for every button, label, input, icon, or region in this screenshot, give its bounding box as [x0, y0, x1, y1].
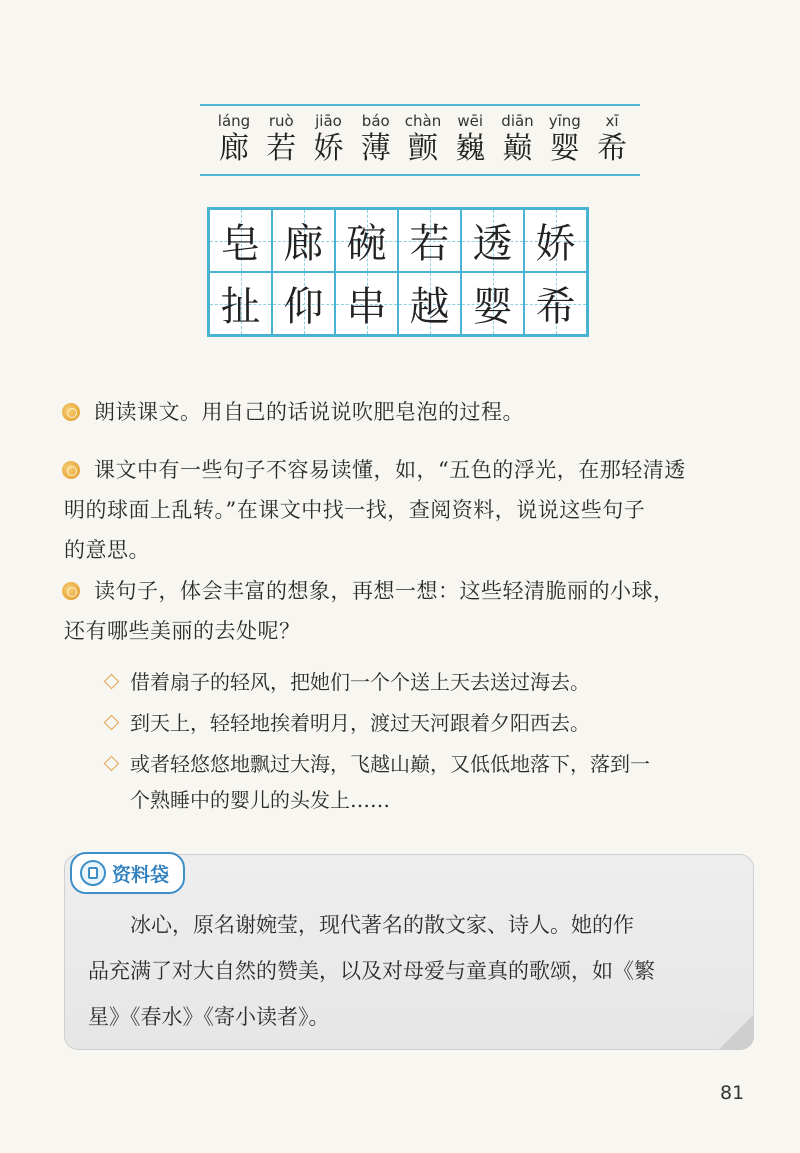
hanzi: 颤 — [408, 131, 438, 166]
pinyin-word — [307, 112, 351, 168]
question-bullet-icon — [62, 403, 80, 421]
hanzi: 婴 — [549, 131, 580, 166]
grid-character: 碗 — [346, 221, 387, 267]
pinyin: chàn — [404, 112, 442, 130]
grid-character: 希 — [535, 284, 576, 330]
band-top-rule — [200, 104, 640, 106]
grid-character: 廊 — [283, 221, 324, 267]
example-line: 个熟睡中的婴儿的头发上…… — [130, 788, 390, 812]
example-sentence-1 — [130, 664, 590, 700]
pinyin-word — [496, 112, 540, 168]
grid-cell — [524, 272, 587, 335]
question-line: 朗读课文。用自己的话说说吹肥皂泡的过程。 — [94, 400, 524, 424]
pinyin: jiāo — [315, 112, 342, 130]
grid-character: 皂 — [220, 221, 261, 267]
hanzi: 若 — [266, 131, 297, 166]
pinyin: diān — [501, 112, 534, 130]
grid-character: 串 — [346, 284, 387, 330]
info-box — [64, 854, 754, 1050]
question-line: 明的球面上乱转。”在课文中找一找，查阅资料，说说这些句子 — [64, 498, 646, 522]
diamond-bullet-icon — [104, 756, 120, 772]
grid-character: 若 — [409, 221, 450, 267]
question-1 — [94, 392, 524, 432]
grid-character: 娇 — [535, 221, 576, 267]
grid-character: 透 — [472, 221, 513, 267]
question-line: 课文中有一些句子不容易读懂，如，“五色的浮光，在那轻清透 — [94, 458, 686, 482]
grid-cell — [209, 209, 272, 272]
pinyin: yīng — [548, 112, 581, 130]
pinyin-word-band — [200, 104, 640, 176]
diamond-bullet-icon — [104, 715, 120, 731]
page-curl-corner — [718, 1014, 754, 1050]
pinyin: wēi — [457, 112, 484, 130]
pinyin-word — [259, 112, 303, 168]
hanzi: 娇 — [313, 131, 344, 166]
question-3 — [64, 571, 675, 651]
page-number: 81 — [720, 1082, 745, 1104]
pinyin-word — [448, 112, 492, 168]
grid-cell — [335, 272, 398, 335]
info-box-tab — [70, 852, 185, 894]
grid-character: 越 — [409, 284, 450, 330]
question-line: 读句子，体会丰富的想象，再想一想：这些轻清脆丽的小球， — [94, 579, 675, 603]
question-line: 还有哪些美丽的去处呢？ — [64, 619, 301, 643]
pinyin: láng — [217, 112, 251, 130]
example-line: 借着扇子的轻风，把她们一个个送上天去送过海去。 — [130, 670, 590, 694]
pinyin-word — [543, 112, 587, 168]
question-2 — [64, 450, 686, 570]
pinyin: ruò — [268, 112, 294, 130]
info-line: 品充满了对大自然的赞美，以及对母爱与童真的歌颂，如《繁 — [88, 959, 655, 983]
grid-character: 婴 — [472, 284, 513, 330]
notebook-icon — [80, 860, 106, 886]
hanzi: 巅 — [502, 131, 533, 166]
hanzi: 巍 — [455, 131, 486, 166]
grid-cell — [398, 272, 461, 335]
pinyin-word — [401, 112, 445, 168]
example-line: 或者轻悠悠地飘过大海，飞越山巅，又低低地落下，落到一 — [130, 752, 650, 776]
grid-cell — [524, 209, 587, 272]
band-bottom-rule — [200, 174, 640, 176]
example-sentence-2 — [130, 705, 590, 741]
grid-cell — [209, 272, 272, 335]
question-line: 的意思。 — [64, 538, 150, 562]
grid-character: 仰 — [283, 284, 324, 330]
pinyin-row — [212, 112, 634, 168]
grid-cell — [272, 209, 335, 272]
info-line: 冰心，原名谢婉莹，现代著名的散文家、诗人。她的作 — [130, 913, 634, 937]
question-bullet-icon — [62, 461, 80, 479]
example-sentence-3 — [130, 746, 650, 818]
grid-cell — [335, 209, 398, 272]
diamond-bullet-icon — [104, 674, 120, 690]
pinyin-word — [590, 112, 634, 168]
grid-character: 扯 — [220, 284, 261, 330]
example-line: 到天上，轻轻地挨着明月，渡过天河跟着夕阳西去。 — [130, 711, 590, 735]
grid-cell — [272, 272, 335, 335]
hanzi: 廊 — [219, 131, 249, 166]
pinyin: xī — [605, 112, 619, 130]
info-line: 星》《春水》《寄小读者》。 — [88, 1005, 330, 1029]
pinyin-word — [212, 112, 256, 168]
info-box-title: 资料袋 — [112, 863, 170, 886]
character-writing-grid — [207, 207, 589, 337]
hanzi: 希 — [597, 131, 627, 166]
grid-cell — [398, 209, 461, 272]
pinyin-word — [354, 112, 398, 168]
pinyin: báo — [361, 112, 390, 130]
grid-cell — [461, 209, 524, 272]
info-box-text — [88, 902, 730, 1040]
question-bullet-icon — [62, 582, 80, 600]
hanzi: 薄 — [360, 131, 391, 166]
grid-cell — [461, 272, 524, 335]
